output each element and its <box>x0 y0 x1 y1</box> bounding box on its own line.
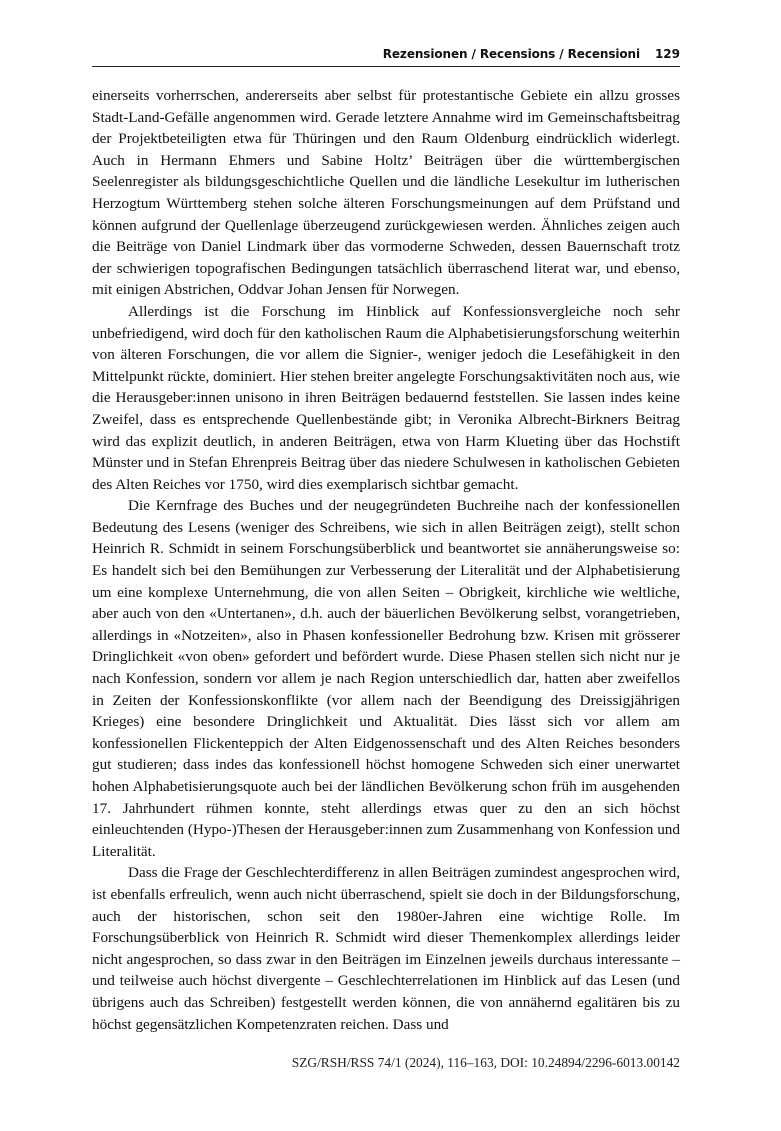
paragraph-1: einerseits vorherrschen, andererseits aber selbst für protestantische Gebiete ein allzu grosses Stadt-Land-Gefälle angenommen wird. Gerade letztere Annahme wird im Gemeinschaftsbeitrag der Projektbeteiligten etwa für Thüringen und den Raum Oldenburg eindrücklich widerlegt. Auch in Hermann Ehmers und Sabine Holtz’ Beiträgen über die württembergischen Seelenregister als bildungsgeschichtliche Quellen und die ländliche Lesekultur im lutherischen Herzogtum Württemberg stehen solche älteren Forschungsmeinungen auf dem Prüfstand und können aufgrund der Quellenlage überzeugend zurückgewiesen werden. Ähnliches zeigen auch die Beiträge von Daniel Lindmark über das vormoderne Schweden, dessen Bauernschaft trotz der schwierigen topografischen Bedingungen tatsächlich überraschend literat war, und ebenso, mit einigen Abstrichen, Oddvar Johan Jensen für Norwegen. <box>92 87 680 299</box>
paragraph-2: Allerdings ist die Forschung im Hinblick auf Konfessionsvergleiche noch sehr unbefriedigend, wird doch für den katholischen Raum die Alphabetisierungsforschung weiterhin von älteren Forschungen, die vor allem die Signier-, weniger jedoch die Lesefähigkeit in den Mittelpunkt rückte, dominiert. Hier stehen breiter angelegte Forschungsaktivitäten noch aus, wie die Herausgeber:innen unisono in ihren Beiträgen bedauernd feststellen. Sie lassen indes keine Zweifel, dass es entsprechende Quellenbestände gibt; in Veronika Albrecht-Birkners Beitrag wird das explizit deutlich, in anderen Beiträgen, etwa von Harm Klueting über das Hochstift Münster und in Stefan Ehrenpreis Beitrag über das niedere Schulwesen in katholischen Gebieten des Alten Reiches vor 1750, wird dies exemplarisch sichtbar gemacht. <box>92 302 680 493</box>
paragraph-3: Die Kernfrage des Buches und der neugegründeten Buchreihe nach der konfessionellen Bedeutung des Lesens (weniger des Schreibens, wie sich in allen Beiträgen zeigt), stellt schon Heinrich R. Schmidt in seinem Forschungsüberblick und beantwortet sie annäherungsweise so: Es handelt sich bei den Bemühungen zur Verbesserung der Literalität und der Alphabetisierung um eine komplexe Unternehmung, die von allen Seiten – Obrigkeit, kirchliche wie weltliche, aber auch von den «Untertanen», d.h. auch der bäuerlichen Bevölkerung selbst, vorangetrieben, allerdings in «Notzeiten», also in Phasen konfessioneller Bedrohung bzw. Krisen mit grösserer Dringlichkeit «von oben» gefordert und befördert wurde. Diese Phasen stellen sich nicht nur je nach Konfession, sondern vor allem je nach Region unterschiedlich dar, hatten aber zweifellos in Zeiten der Konfessionskonflikte (vor allem nach der Beendigung des Dreissigjährigen Krieges) eine besondere Dringlichkeit und Aktualität. Dies lässt sich vor allem am konfessionellen Flickenteppich der Alten Eidgenossenschaft und des Alten Reiches besonders gut studieren; dass indes das konfessionell höchst homogene Schweden sich einer unerwartet hohen Alphabetisierungsquote auch bei der ländlichen Bevölkerung schon früh im ausgehenden 17. Jahrhundert rühmen konnte, steht allerdings etwas quer zu den an sich höchst einleuchtenden (Hypo-)Thesen der Herausgeber:innen zum Zusammenhang von Konfession und Literalität. <box>92 497 680 860</box>
footer-citation: SZG/RSH/RSS 74/1 (2024), 116–163, DOI: 10.24894/2296-6013.00142 <box>291 1055 680 1070</box>
page-number: 129 <box>654 47 680 61</box>
running-head <box>92 44 680 67</box>
running-head-title: Rezensionen / Recensions / Recensioni <box>382 47 640 61</box>
paragraph-4: Dass die Frage der Geschlechterdifferenz in allen Beiträgen zumindest angesprochen wird, ist ebenfalls erfreulich, wenn auch nicht überraschend, spielt sie doch in der Bildungsforschung, auch der historischen, schon seit den 1980er-Jahren eine wichtige Rolle. Im Forschungsüberblick von Heinrich R. Schmidt wird dieser Themenkomplex allerdings leider nicht angesprochen, so dass zwar in den Beiträgen im Einzelnen jeweils durchaus interessante – und teilweise auch höchst divergente – Geschlechterrelationen im Hinblick auf das Lesen (und übrigens auch das Schreiben) festgestellt werden können, die von annähernd egalitären bis zu höchst gegensätzlichen Kompetenzraten reichen. Dass und <box>92 864 680 1033</box>
body-text <box>92 85 680 1035</box>
